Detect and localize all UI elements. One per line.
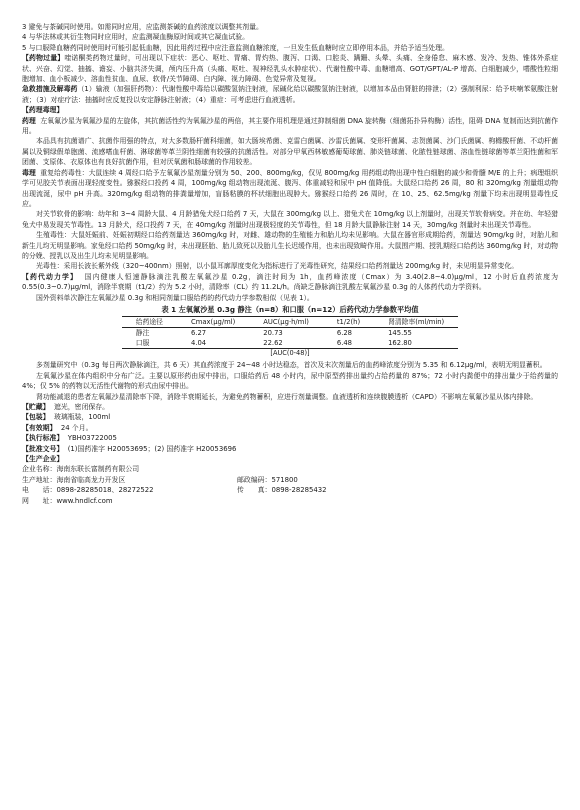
table-cell: 20.73 (263, 329, 283, 338)
fax-value: 0898-28285432 (271, 486, 327, 495)
section-overdose (22, 53, 558, 84)
postcode-label: 邮政编码： (237, 475, 272, 484)
section-rescue (22, 84, 558, 105)
paragraph-warfarin: 4 与华法林或其衍生物同时应用时，应监测凝血酶原时间或其它凝血试验。 (22, 33, 250, 42)
field-validity (22, 423, 558, 433)
table-row (122, 338, 458, 349)
table-cell: 6.48 (336, 339, 353, 348)
storage-value: 遮光，密闭保存。 (53, 403, 110, 411)
table-header: Cmax(μg/ml) (190, 318, 236, 327)
toxicology-heading: 毒理 (22, 168, 36, 177)
paragraph-renal: 肾功能减退的患者左氧氟沙星清除率下降，消除半衰期延长，为避免药物蓄积，应进行剂量调整。血液透析和连续腹膜透析（CAPD）不影响左氧氟沙星从体内排除。 (36, 392, 538, 401)
validity-label: 【有效期】 (22, 423, 57, 432)
table-cell: 162.80 (388, 339, 412, 348)
table-cell: 4.04 (190, 339, 207, 348)
approval-value: (1)国药准字 H20053695；(2) 国药准字 H20053696 (67, 444, 237, 453)
standard-label: 【执行标准】 (22, 434, 64, 443)
table-header: 肾清除率(ml/min) (388, 318, 445, 327)
pharmacology-text: 左氧氟沙星为氧氟沙星的左旋体，其抗菌活性约为氧氟沙星的两倍，其主要作用机理是通过抑制细菌 DNA 旋转酶（细菌拓扑异构酶）活性，阻碍 DNA 复制而达到抗菌作用。 (22, 116, 558, 136)
phone-label: 电 话： (22, 486, 57, 495)
pharmacology-heading: 药理 (22, 116, 36, 125)
table-cell: 145.55 (388, 329, 412, 338)
package-value: 玻璃瓶装，100ml (53, 413, 111, 422)
postcode-value: 571800 (271, 475, 298, 484)
approval-label: 【批准文号】 (22, 444, 64, 453)
table-cell: 22.62 (263, 339, 283, 348)
table-cell: 6.27 (190, 329, 207, 338)
field-package (22, 412, 558, 422)
standard-value: YBH03722005 (67, 434, 117, 443)
section-pharmacokinetics (22, 272, 558, 293)
paragraph-phototoxicity: 光毒性：采用长波长紫外线（320~400nm）照射，以小鼠耳廓厚度变化为指标进行了光毒性研究，结果经口给药剂量达 200mg/kg 时，未见明显异常变化。 (36, 262, 519, 271)
field-website (22, 496, 558, 506)
pk-text: 国内健康人恒速静脉滴注乳酸左氧氟沙星 0.2g，滴注时间为 1h，血药峰浓度（Cmax）为 3.40(2.8~4.0)μg/ml，12 小时后血药浓度为 0.55(0.3~0.7)μg/ml，消除半衰期（t1/2）约为 5.2 小时，清除率（CL）约 11.2L/h。尚缺乏静脉滴注乳酸左氧氟沙星 0.3g 的人体药代动力学资料。 (22, 272, 558, 292)
table-header: t1/2(h) (336, 318, 361, 327)
paragraph-distribution: 左氧氟沙星在体内组织中分布广泛。主要以原形药由尿中排出，口服给药后 48 小时内，尿中原型药排出量约占给药量的 87%；72 小时内粪便中的排出量少于给药量的 4%；仅 5% 的药物以无活性代谢物的形式由尿中排出。 (22, 371, 558, 391)
section-pharmacology (22, 116, 558, 137)
field-phone (22, 485, 237, 495)
table-cell: 6.28 (336, 329, 353, 338)
table-header: AUC(μg·h/ml) (263, 318, 309, 327)
package-label: 【包装】 (22, 413, 50, 422)
paragraph-multidose: 多剂量研究中（0.3g 每日两次静脉滴注，共 6 天）其血药浓度于 24~48 小时达稳态，首次及末次剂量后的血药峰浓度分别为 5.35 和 6.12μg/ml，表明无明显蓄积。 (36, 361, 547, 370)
overdose-text: 喹诺酮类药物过量时，可出现以下症状：恶心、呕吐、胃痛、胃灼热、腹泻、口渴、口腔炎、蹒跚、头晕、头痛、全身倦怠、麻木感、发冷、发热、锥体外系症状、兴奋、幻觉、抽搐、谵妄、小脑共济失调，颅内压升高（头痛、呕吐、视神经乳头水肿症状）、代谢性酸中毒、血糖增高、GOT/GPT/AL-P 增高、白细胞减少，嗜酸性粒细胞增加、血小板减少、溶血性贫血、血尿、软骨/关节障碍、白内障、视力障碍、色觉异常及复视。 (22, 54, 558, 84)
pk-table-block (22, 305, 558, 358)
table-header-row (122, 317, 458, 328)
phone-value: 0898-28285018、28272522 (56, 486, 154, 495)
overdose-label: 【药物过量】 (22, 54, 65, 63)
pharmacology-label: 【药理毒理】 (22, 106, 64, 115)
table-caption: 表 1 左氧氟沙星 0.3g 静注（n=8）和口服（n=12）后药代动力学参数平均值 (161, 304, 419, 314)
field-address (22, 475, 237, 485)
rescue-label: 急救措施及解毒药 (22, 85, 78, 94)
paragraph-pk-foreign: 国外资料单次静注左氧氟沙星 0.3g 和相同剂量口服给药的药代动力学参数相似（见表 1）。 (36, 293, 314, 302)
field-standard (22, 433, 558, 443)
validity-value: 24 个月。 (60, 423, 93, 432)
company-label: 企业名称： (22, 465, 57, 474)
address-row (22, 475, 558, 485)
table-note: [AUC(0-48)] (270, 349, 310, 358)
paragraph-hypoglycemia: 5 与口服降血糖药同时使用时可能引起低血糖，因此用药过程中应注意监测血糖浓度，一旦发生低血糖时应立即停用本品，并给予适当处理。 (22, 43, 449, 52)
table-cell: 口服 (135, 339, 150, 348)
paragraph-theophylline: 3 避免与茶碱同时使用。如需同时应用，应监测茶碱的血药浓度以调整其剂量。 (22, 23, 263, 31)
field-company (22, 464, 558, 474)
storage-label: 【贮藏】 (22, 403, 50, 411)
fax-label: 传 真： (237, 486, 272, 495)
toxicology-text: 重复给药毒性：大鼠连续 4 周经口给予左氧氟沙星剂量分别为 50、200、800mg/kg，仅见 800mg/kg 用药组动物出现中性白细胞的减少和骨髓 M/E 的上升；病理组织学可见胶关节表面出现轻度变性。猕猴经口投药 4 周，100mg/kg 组动物出现流涎、腹泻、体重减轻和尿中 pH 值降低。大鼠经口给药 26 周，80 和 320mg/kg 剂量组动物出现流涎，尿中 pH 升高。320mg/kg 组动物的排粪量增加，盲肠粘膜的杯状细胞出现肿大。猕猴经口给药 26 周时，在 10、25、62.5mg/kg 剂量下均未出现明显毒性反应。 (22, 168, 558, 208)
field-fax (237, 485, 558, 495)
company-value: 海南东联长富制药有限公司 (56, 465, 140, 474)
table-header: 给药途径 (135, 318, 163, 327)
table-cell: 静注 (135, 329, 150, 338)
section-toxicology (22, 168, 558, 210)
pk-table (122, 316, 458, 349)
address-value: 海南省临高龙力开发区 (56, 475, 126, 484)
website-value: www.hndlcf.com (56, 496, 113, 505)
maker-label: 【生产企业】 (22, 455, 64, 464)
pk-label: 【药代动力学】 (22, 272, 79, 281)
field-postcode (237, 475, 558, 485)
paragraph-reproduction: 生殖毒性：大鼠妊娠前、妊娠初期经口给药剂量达 360mg/kg 时，对雌、雄动物的生殖能力和胎儿均未见影响。大鼠在器官形成期给药，剂量达 90mg/kg 时，对胎儿和新生儿均无明显影响。家兔经口给药 50mg/kg 时，未出现胚胎、胎儿致死以及胎儿生长迟缓作用，也未出现致畸作用。大鼠围产期、授乳期经口给药达 360mg/kg 时，对动物的分娩、授乳以及出生儿均未见明显影响。 (22, 231, 558, 260)
address-label: 生产地址： (22, 475, 57, 484)
website-label: 网 址： (22, 496, 57, 505)
field-approval (22, 444, 558, 454)
phone-row (22, 485, 558, 495)
field-storage (22, 402, 558, 412)
paragraph-joint: 对关节软骨的影响：幼年和 3~4 周龄大鼠、4 月龄猎兔犬经口给药 7 天，大鼠在 300mg/kg 以上、猎兔犬在 10mg/kg 以上剂量时，出现关节软骨病变。并在幼、年轻猎兔犬中易发现关节毒性。13 月龄犬，经口投药 7 天，在 40mg/kg 剂量时出现极轻度的关节毒性，但 18 月龄大鼠静脉注射 14 天，30mg/kg 剂量时未出现关节毒性。 (22, 210, 558, 229)
paragraph-spectrum: 本品具有抗菌谱广、抗菌作用强的特点，对大多数肠杆菌科细菌，如大肠埃希菌、克雷白菌属、沙雷氏菌属、变形杆菌属、志贺菌属、沙门氏菌属、枸橼酸杆菌、不动杆菌属以及铜绿假单胞菌、流感嗜血杆菌、淋球菌等革兰阴性细菌有较强的抗菌活性。对部分甲氧西林敏感葡萄球菌、肺炎链球菌、化脓性链球菌、溶血性链球菌等革兰阳性菌和军团菌、支原体、衣原体也有良好抗菌作用，但对厌氧菌和肠球菌的作用较差。 (22, 137, 558, 167)
rescue-text: （1）输液（加强肝药物）：代谢性酸中毒给以碳酸氢钠注射液，尿碱化给以碳酸氢钠注射液，以增加本品由肾脏的排泄；（2）强制利尿：给予呋喃苯氨酸注射液；（3）对症疗法：抽搐时应反复投以安定静脉注射液；（4）重症：可考虑进行血液透析。 (22, 85, 558, 104)
table-row (122, 328, 458, 339)
